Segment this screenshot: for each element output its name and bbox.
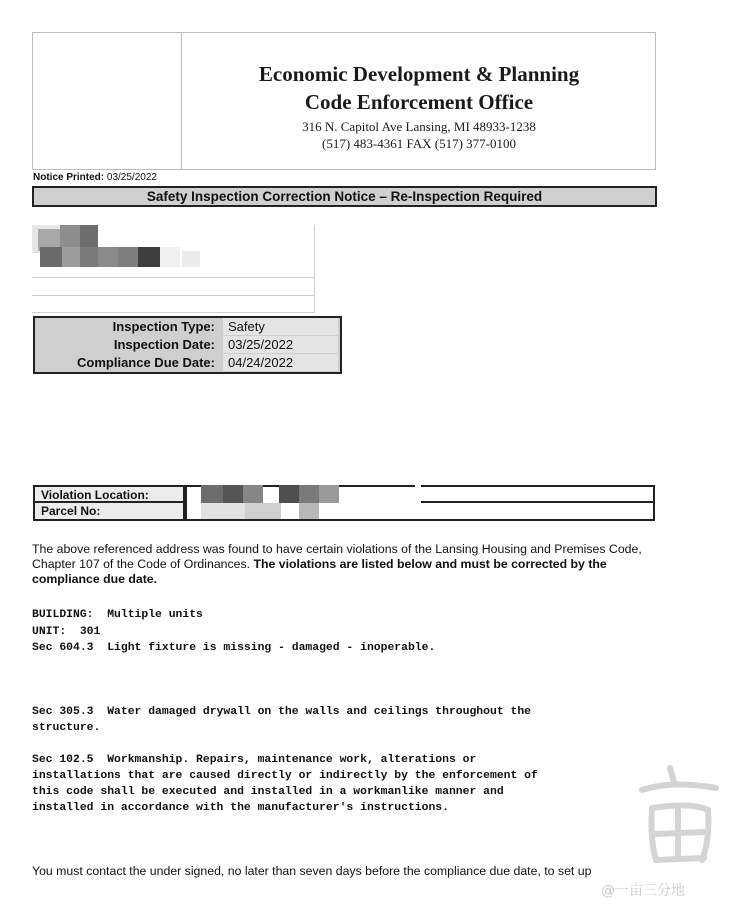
violation-location-label: Violation Location: [33, 485, 185, 502]
violation-item: Sec 305.3 Water damaged drywall on the walls and ceilings throughout the structure. [32, 706, 531, 734]
redaction-pixel [80, 247, 98, 267]
redaction-pixel [299, 485, 319, 503]
redaction-pixel [299, 503, 319, 519]
redaction-pixel [160, 247, 180, 267]
watermark-logo-icon [612, 760, 732, 880]
office-address: 316 N. Capitol Ave Lansing, MI 48933-1238 [302, 119, 536, 134]
redaction-pixel [80, 225, 98, 247]
inspection-date-value: 03/25/2022 [223, 336, 338, 353]
redaction-pixel [319, 485, 339, 503]
notice-printed-date: 03/25/2022 [106, 172, 157, 183]
divider [185, 485, 187, 521]
redaction-pixel [223, 485, 243, 503]
watermark-text: @一亩三分地 [601, 883, 685, 899]
recipient-line [32, 277, 315, 278]
recipient-line [32, 295, 315, 296]
redaction-pixel [40, 247, 62, 267]
violation-location-box [33, 485, 656, 521]
logo-cell [32, 32, 182, 170]
redaction-pixel [62, 247, 80, 267]
department-name: Economic Development & Planning [258, 62, 580, 86]
notice-printed-label: Notice Printed: [33, 172, 105, 183]
redaction-pixel [245, 503, 281, 519]
compliance-due-label: Compliance Due Date: [77, 355, 215, 370]
unit-line: UNIT: 301 [32, 626, 101, 638]
office-phone-fax: (517) 483-4361 FAX (517) 377-0100 [321, 136, 517, 151]
redaction-pixel [138, 247, 160, 267]
intro-bold-text: The violations are listed below and must be corrected by the compliance due date. [32, 557, 607, 586]
inspection-type-row [35, 318, 340, 336]
redaction-pixel [243, 485, 263, 503]
redaction-pixel [201, 503, 245, 519]
compliance-due-value: 04/24/2022 [223, 354, 338, 371]
parcel-number-label: Parcel No: [33, 502, 185, 521]
redaction-pixel [98, 247, 118, 267]
compliance-due-row [35, 354, 340, 372]
office-name: Code Enforcement Office [304, 90, 534, 114]
inspection-info-box [33, 316, 342, 374]
divider [185, 519, 655, 521]
intro-paragraph [32, 542, 657, 587]
inspection-type-value: Safety [223, 318, 338, 335]
footer-text: You must contact the under signed, no later than seven days before the compliance due date, to set up [32, 864, 592, 878]
redaction-pixel [118, 247, 138, 267]
recipient-line [32, 312, 315, 313]
building-line: BUILDING: Multiple units [32, 609, 203, 621]
redaction-pixel [60, 225, 82, 247]
redaction-pixel [182, 251, 200, 267]
divider [653, 485, 655, 521]
violation-item: Sec 102.5 Workmanship. Repairs, maintenance work, alterations or installations that are caused directly or indirectly by the enforcement of this code shall be executed and installed in a workmanlike manner and installed in accordance with the manufacturer's instructions. [32, 754, 538, 814]
notice-printed [33, 172, 157, 183]
redaction-pixel [279, 485, 299, 503]
redaction-pixel [201, 485, 223, 503]
recipient-block [32, 225, 315, 313]
inspection-date-row [35, 336, 340, 354]
divider [421, 485, 655, 487]
divider [421, 501, 655, 503]
notice-title: Safety Inspection Correction Notice – Re-Inspection Required [32, 186, 657, 207]
inspection-date-label: Inspection Date: [113, 337, 215, 352]
inspection-type-label: Inspection Type: [112, 319, 215, 334]
violation-item: Sec 604.3 Light fixture is missing - damaged - inoperable. [32, 642, 436, 654]
intro-text: The above referenced address was found to have certain violations of the Lansing Housing and Premises Code, Chapter 107 of the Code of Ordinances. [32, 542, 642, 571]
